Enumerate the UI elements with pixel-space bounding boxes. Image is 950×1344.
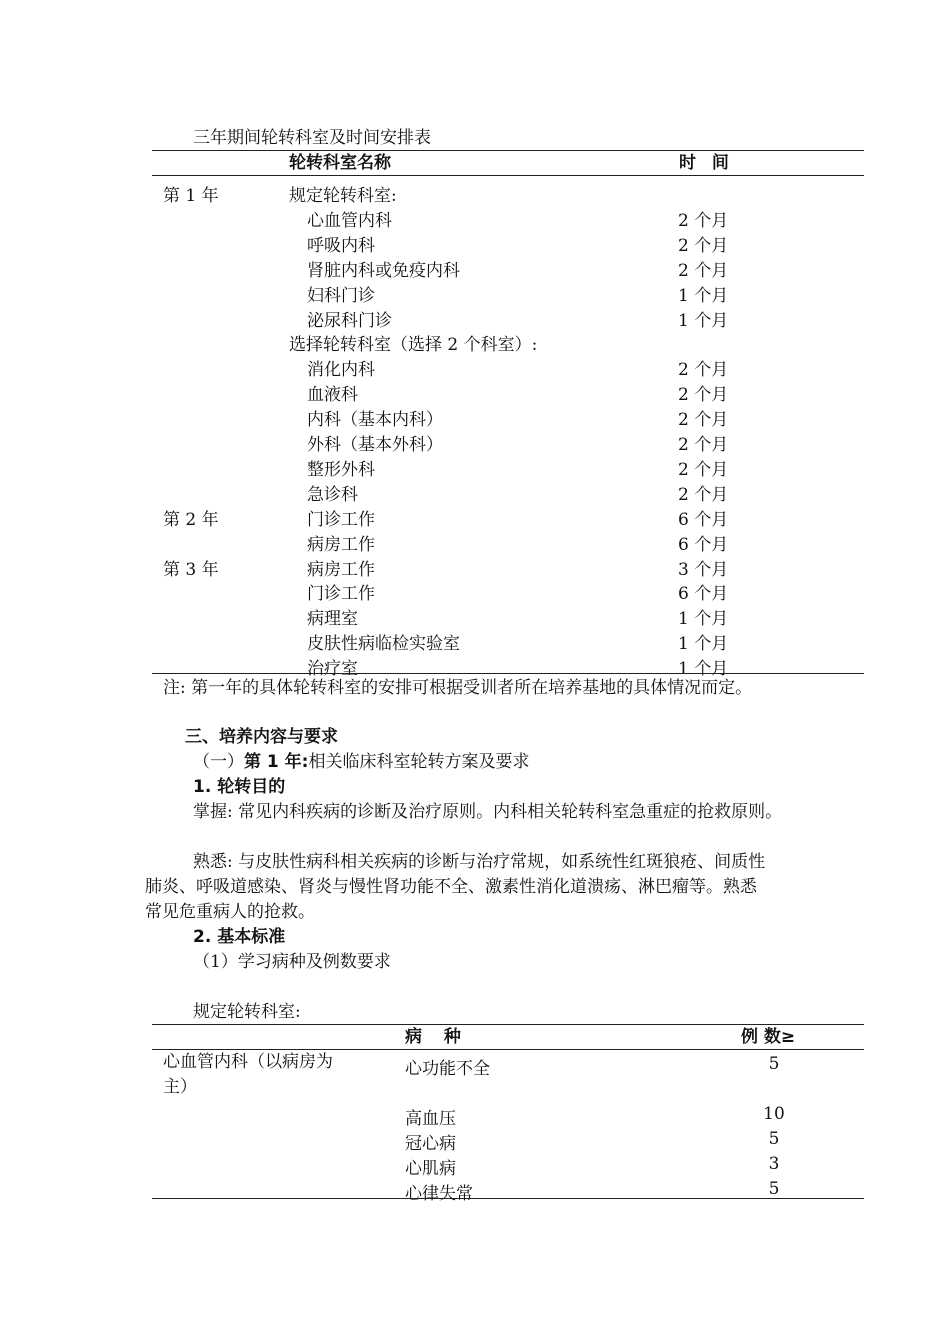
disease-count: 10 bbox=[763, 1104, 785, 1124]
rotation-row bbox=[0, 281, 950, 306]
disease-count: 5 bbox=[768, 1054, 780, 1074]
rotation-row bbox=[0, 604, 950, 630]
disease-name: 心律失常 bbox=[405, 1184, 473, 1204]
disease-count: 5 bbox=[768, 1129, 780, 1149]
rotation-time: 2 个月 bbox=[678, 360, 729, 381]
disease-header-count: 例 数≥ bbox=[741, 1027, 796, 1047]
disease-row bbox=[0, 1179, 950, 1204]
rotation-row bbox=[0, 629, 950, 655]
rotation-time: 1 个月 bbox=[678, 659, 729, 680]
rotation-time: 2 个月 bbox=[678, 410, 729, 431]
rotation-time: 1 个月 bbox=[678, 634, 729, 655]
disease-name: 心肌病 bbox=[405, 1159, 456, 1179]
disease-name: 冠心病 bbox=[405, 1134, 456, 1154]
rotation-row bbox=[0, 455, 950, 480]
purpose-title: 1. 轮转目的 bbox=[193, 777, 286, 797]
rotation-dept: 消化内科 bbox=[307, 360, 375, 381]
rotation-time: 1 个月 bbox=[678, 310, 729, 331]
rotation-header-time: 时 间 bbox=[679, 153, 729, 173]
rotation-time: 1 个月 bbox=[678, 609, 729, 630]
rotation-row bbox=[0, 181, 950, 206]
rotation-row bbox=[0, 306, 950, 331]
rotation-row bbox=[0, 505, 950, 530]
disease-table-top-rule bbox=[152, 1024, 864, 1025]
subsection-prefix: （一） bbox=[193, 752, 244, 772]
rotation-row bbox=[0, 330, 950, 356]
rotation-table-note: 注: 第一年的具体轮转科室的安排可根据受训者所在培养基地的具体情况而定。 bbox=[163, 678, 753, 698]
disease-count: 5 bbox=[768, 1179, 780, 1199]
rotation-dept: 外科（基本外科） bbox=[307, 435, 443, 455]
rotation-row bbox=[0, 480, 950, 505]
rotation-dept: 规定轮转科室: bbox=[289, 186, 397, 206]
rotation-year: 第 3 年 bbox=[163, 559, 219, 580]
disease-dept-line-1: 心血管内科（以病房为 bbox=[163, 1052, 333, 1072]
rotation-time: 6 个月 bbox=[678, 509, 729, 530]
rotation-dept: 皮肤性病临检实验室 bbox=[307, 634, 460, 655]
rotation-row bbox=[0, 355, 950, 381]
rotation-header-dept: 轮转科室名称 bbox=[289, 153, 391, 173]
rotation-dept: 呼吸内科 bbox=[307, 235, 375, 256]
rotation-table-caption: 三年期间轮转科室及时间安排表 bbox=[193, 128, 431, 148]
rotation-table-header-rule bbox=[152, 175, 864, 176]
rotation-dept: 病理室 bbox=[307, 609, 358, 630]
rotation-dept: 选择轮转科室（选择 2 个科室）: bbox=[289, 335, 538, 356]
rotation-time: 2 个月 bbox=[678, 385, 729, 406]
disease-dept-line-2: 主） bbox=[163, 1077, 197, 1097]
rotation-row bbox=[0, 231, 950, 256]
master-paragraph: 掌握: 常见内科疾病的诊断及治疗原则。内科相关轮转科室急重症的抢救原则。 bbox=[193, 802, 783, 822]
rotation-row bbox=[0, 579, 950, 605]
rotation-dept: 病房工作 bbox=[307, 559, 375, 580]
rotation-year: 第 1 年 bbox=[163, 186, 219, 206]
rotation-time: 6 个月 bbox=[678, 534, 729, 555]
subsection-rest: 相关临床科室轮转方案及要求 bbox=[308, 752, 530, 772]
standard-subtitle: （1）学习病种及例数要求 bbox=[193, 952, 391, 972]
rotation-year: 第 2 年 bbox=[163, 509, 219, 530]
disease-count: 3 bbox=[768, 1154, 780, 1174]
rotation-row bbox=[0, 405, 950, 431]
required-dept-label: 规定轮转科室: bbox=[193, 1002, 301, 1022]
familiar-line-1: 熟悉: 与皮肤性病科相关疾病的诊断与治疗常规，如系统性红斑狼疮、间质性 bbox=[193, 852, 766, 872]
rotation-row bbox=[0, 654, 950, 680]
rotation-table-top-rule bbox=[152, 150, 864, 151]
disease-row bbox=[0, 1154, 950, 1179]
rotation-row bbox=[0, 206, 950, 231]
rotation-row bbox=[0, 430, 950, 455]
disease-name: 心功能不全 bbox=[405, 1059, 490, 1079]
rotation-time: 3 个月 bbox=[678, 559, 729, 580]
rotation-dept: 妇科门诊 bbox=[307, 285, 375, 306]
rotation-time: 1 个月 bbox=[678, 285, 729, 306]
rotation-time: 2 个月 bbox=[678, 459, 729, 480]
rotation-time: 2 个月 bbox=[678, 210, 729, 231]
rotation-row bbox=[0, 530, 950, 555]
disease-table-header-rule bbox=[152, 1049, 864, 1050]
familiar-line-3: 常见危重病人的抢救。 bbox=[145, 902, 315, 922]
rotation-dept: 心血管内科 bbox=[307, 210, 392, 231]
disease-header-disease: 病 种 bbox=[405, 1027, 461, 1047]
rotation-row bbox=[0, 555, 950, 580]
familiar-line-2: 肺炎、呼吸道感染、肾炎与慢性肾功能不全、激素性消化道溃疡、淋巴瘤等。熟悉 bbox=[145, 877, 757, 897]
rotation-dept: 血液科 bbox=[307, 385, 358, 406]
disease-row bbox=[0, 1104, 950, 1129]
standard-title: 2. 基本标准 bbox=[193, 927, 286, 947]
subsection-bold: 第 1 年: bbox=[244, 752, 309, 772]
rotation-dept: 肾脏内科或免疫内科 bbox=[307, 260, 460, 281]
rotation-time: 2 个月 bbox=[678, 235, 729, 256]
rotation-dept: 整形外科 bbox=[307, 459, 375, 480]
rotation-time: 2 个月 bbox=[678, 435, 729, 455]
disease-name: 高血压 bbox=[405, 1109, 456, 1129]
section-heading: 三、培养内容与要求 bbox=[185, 727, 338, 747]
rotation-dept: 门诊工作 bbox=[307, 509, 375, 530]
disease-row bbox=[0, 1054, 950, 1079]
rotation-row bbox=[0, 256, 950, 281]
rotation-time: 6 个月 bbox=[678, 584, 729, 605]
rotation-dept: 急诊科 bbox=[307, 484, 358, 505]
subsection-heading bbox=[193, 754, 529, 771]
disease-row bbox=[0, 1129, 950, 1154]
rotation-dept: 内科（基本内科） bbox=[307, 410, 443, 431]
rotation-dept: 门诊工作 bbox=[307, 584, 375, 605]
rotation-dept: 病房工作 bbox=[307, 534, 375, 555]
rotation-table-bottom-rule bbox=[152, 673, 864, 674]
rotation-row bbox=[0, 380, 950, 406]
rotation-time: 2 个月 bbox=[678, 484, 729, 505]
rotation-dept: 治疗室 bbox=[307, 659, 358, 680]
rotation-dept: 泌尿科门诊 bbox=[307, 310, 392, 331]
rotation-time: 2 个月 bbox=[678, 260, 729, 281]
disease-table-bottom-rule bbox=[152, 1198, 864, 1199]
